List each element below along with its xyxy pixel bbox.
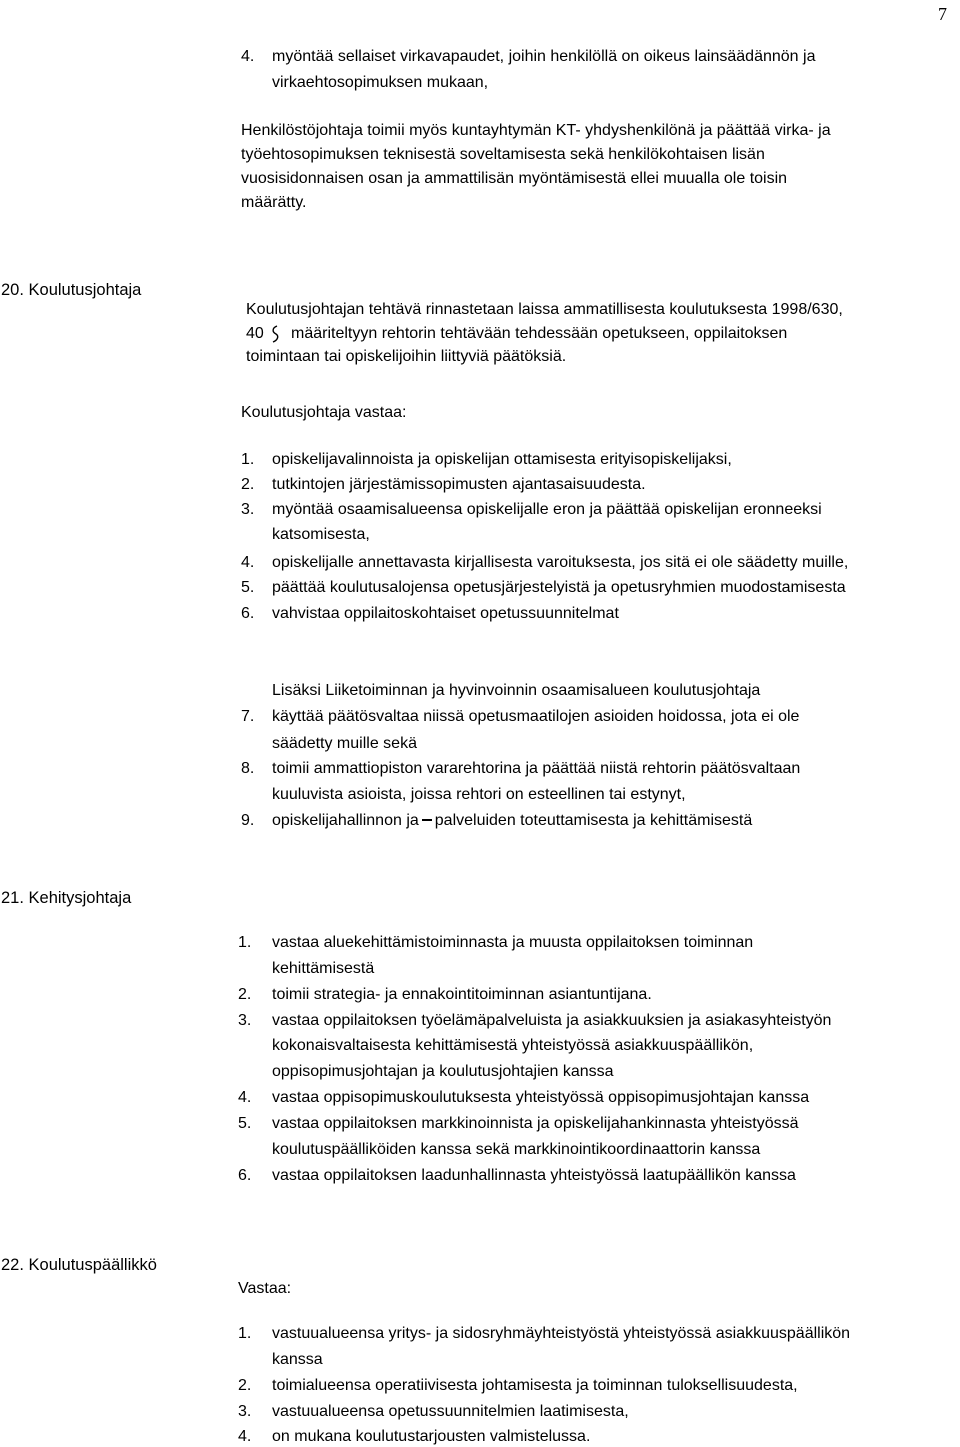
list-item-text: virkaehtosopimuksen mukaan, (272, 74, 489, 91)
list-item-text-part: opiskelijahallinnon ja (272, 812, 419, 829)
list-item-text: myöntää osaamisalueensa opiskelijalle eron ja päättää opiskelijan eronneeksi (272, 501, 822, 518)
list-item-text: tutkintojen järjestämissopimusten ajantasaisuudesta. (272, 476, 646, 493)
list-item-number: 9. (241, 812, 255, 829)
paragraph-line: määriteltyyn rehtorin tehtävään tehdessään opetukseen, oppilaitoksen (291, 325, 788, 342)
list-item-number: 1. (238, 934, 252, 951)
list-item-text: vastaa oppilaitoksen laadunhallinnasta yhteistyössä laatupäällikön kanssa (272, 1167, 796, 1184)
section-heading: 20. Koulutusjohtaja (1, 281, 142, 299)
list-item-text: vahvistaa oppilaitoskohtaiset opetussuunnitelmat (272, 605, 619, 622)
list-item-number: 2. (241, 476, 255, 493)
list-item-text: toimii ammattiopiston vararehtorina ja päättää niistä rehtorin päätösvaltaan (272, 760, 801, 777)
paragraph-line: Henkilöstöjohtaja toimii myös kuntayhtymän KT- yhdyshenkilönä ja päättää virka- ja (241, 122, 831, 139)
list-item-number: 1. (241, 451, 255, 468)
section-heading: 22. Koulutuspäällikkö (1, 1256, 157, 1274)
list-item-text: vastuualueensa yritys- ja sidosryhmäyhteistyöstä yhteistyössä asiakkuuspäällikön (272, 1325, 851, 1342)
list-item-text: kuuluvista asioista, joissa rehtori on esteellinen tai estynyt, (272, 786, 686, 803)
page-number: 7 (938, 4, 947, 24)
list-item-number: 4. (238, 1428, 252, 1445)
additional-label: Lisäksi Liiketoiminnan ja hyvinvoinnin osaamisalueen koulutusjohtaja (272, 682, 761, 699)
list-item-text: koulutuspäälliköiden kanssa sekä markkinointikoordinaattorin kanssa (272, 1141, 761, 1158)
list-item-text: opiskelijalle annettavasta kirjallisesta varoituksesta, jos sitä ei ole säädetty muille, (272, 554, 849, 571)
list-item-number: 4. (241, 554, 255, 571)
list-item-text: oppisopimusjohtajan ja koulutusjohtajien kanssa (272, 1063, 614, 1080)
list-item-text: päättää koulutusalojensa opetusjärjestelyistä ja opetusryhmien muodostamisesta (272, 579, 846, 596)
list-item-text: toimii strategia- ja ennakointitoiminnan asiantuntijana. (272, 986, 652, 1003)
list-item-number: 6. (238, 1167, 252, 1184)
list-item-number: 6. (241, 605, 255, 622)
paragraph-line: Koulutusjohtajan tehtävä rinnastetaan laissa ammatillisesta koulutuksesta 1998/630, (246, 301, 843, 318)
list-item-text: opiskelijavalinnoista ja opiskelijan ottamisesta erityisopiskelijaksi, (272, 451, 732, 468)
list-item-number: 3. (241, 501, 255, 518)
list-item-number: 4. (238, 1089, 252, 1106)
paragraph-line: vuosisidonnaisen osan ja ammattilisän myöntämisestä ellei muualla ole toisin (241, 170, 788, 187)
list-item-text: säädetty muille sekä (272, 735, 417, 752)
list-item-text: vastaa oppilaitoksen markkinoinnista ja opiskelijahankinnasta yhteistyössä (272, 1115, 799, 1132)
paragraph-line: työehtosopimuksen teknisestä soveltamisesta sekä henkilökohtaisen lisän (241, 146, 765, 163)
list-item-number: 7. (241, 708, 255, 725)
list-item-text: on mukana koulutustarjousten valmistelussa. (272, 1428, 591, 1445)
list-item-text: kanssa (272, 1351, 323, 1368)
list-item-number: 2. (238, 986, 252, 1003)
list-item-number: 1. (238, 1325, 252, 1342)
responsible-label: Koulutusjohtaja vastaa: (241, 404, 407, 421)
list-item-number: 3. (238, 1012, 252, 1029)
section-symbol-icon (270, 324, 280, 344)
list-item-text: toimialueensa operatiivisesta johtamisesta ja toiminnan tuloksellisuudesta, (272, 1377, 798, 1394)
list-item-text: vastaa oppilaitoksen työelämäpalveluista ja asiakkuuksien ja asiakasyhteistyön (272, 1012, 832, 1029)
list-item-text (272, 811, 752, 831)
list-item-text: katsomisesta, (272, 526, 370, 543)
list-item-text: vastaa oppisopimuskoulutuksesta yhteistyössä oppisopimusjohtajan kanssa (272, 1089, 810, 1106)
list-item-text: vastaa aluekehittämistoiminnasta ja muusta oppilaitoksen toiminnan (272, 934, 754, 951)
list-item-text: vastuualueensa opetussuunnitelmien laatimisesta, (272, 1403, 629, 1420)
paragraph-line: toimintaan tai opiskelijoihin liittyviä päätöksiä. (246, 348, 567, 365)
list-item-number: 3. (238, 1403, 252, 1420)
list-item-number: 5. (238, 1115, 252, 1132)
list-item-number: 2. (238, 1377, 252, 1394)
list-item-text: käyttää päätösvaltaa niissä opetusmaatilojen asioiden hoidossa, jota ei ole (272, 708, 800, 725)
list-item-text: kehittämisestä (272, 960, 375, 977)
paragraph-line: määrätty. (241, 194, 307, 211)
responsible-label: Vastaa: (238, 1280, 292, 1297)
list-item-number: 8. (241, 760, 255, 777)
paragraph-line: 40 (246, 325, 264, 342)
dash-mark (422, 819, 432, 821)
list-item-number: 4. (241, 48, 255, 65)
section-heading: 21. Kehitysjohtaja (1, 889, 132, 907)
list-item-text: kokonaisvaltaisesta kehittämisestä yhteistyössä asiakkuuspäällikön, (272, 1037, 754, 1054)
list-item-text-part: palveluiden toteuttamisesta ja kehittämisestä (434, 812, 753, 829)
list-item-number: 5. (241, 579, 255, 596)
list-item-text: myöntää sellaiset virkavapaudet, joihin henkilöllä on oikeus lainsäädännön ja (272, 48, 816, 65)
